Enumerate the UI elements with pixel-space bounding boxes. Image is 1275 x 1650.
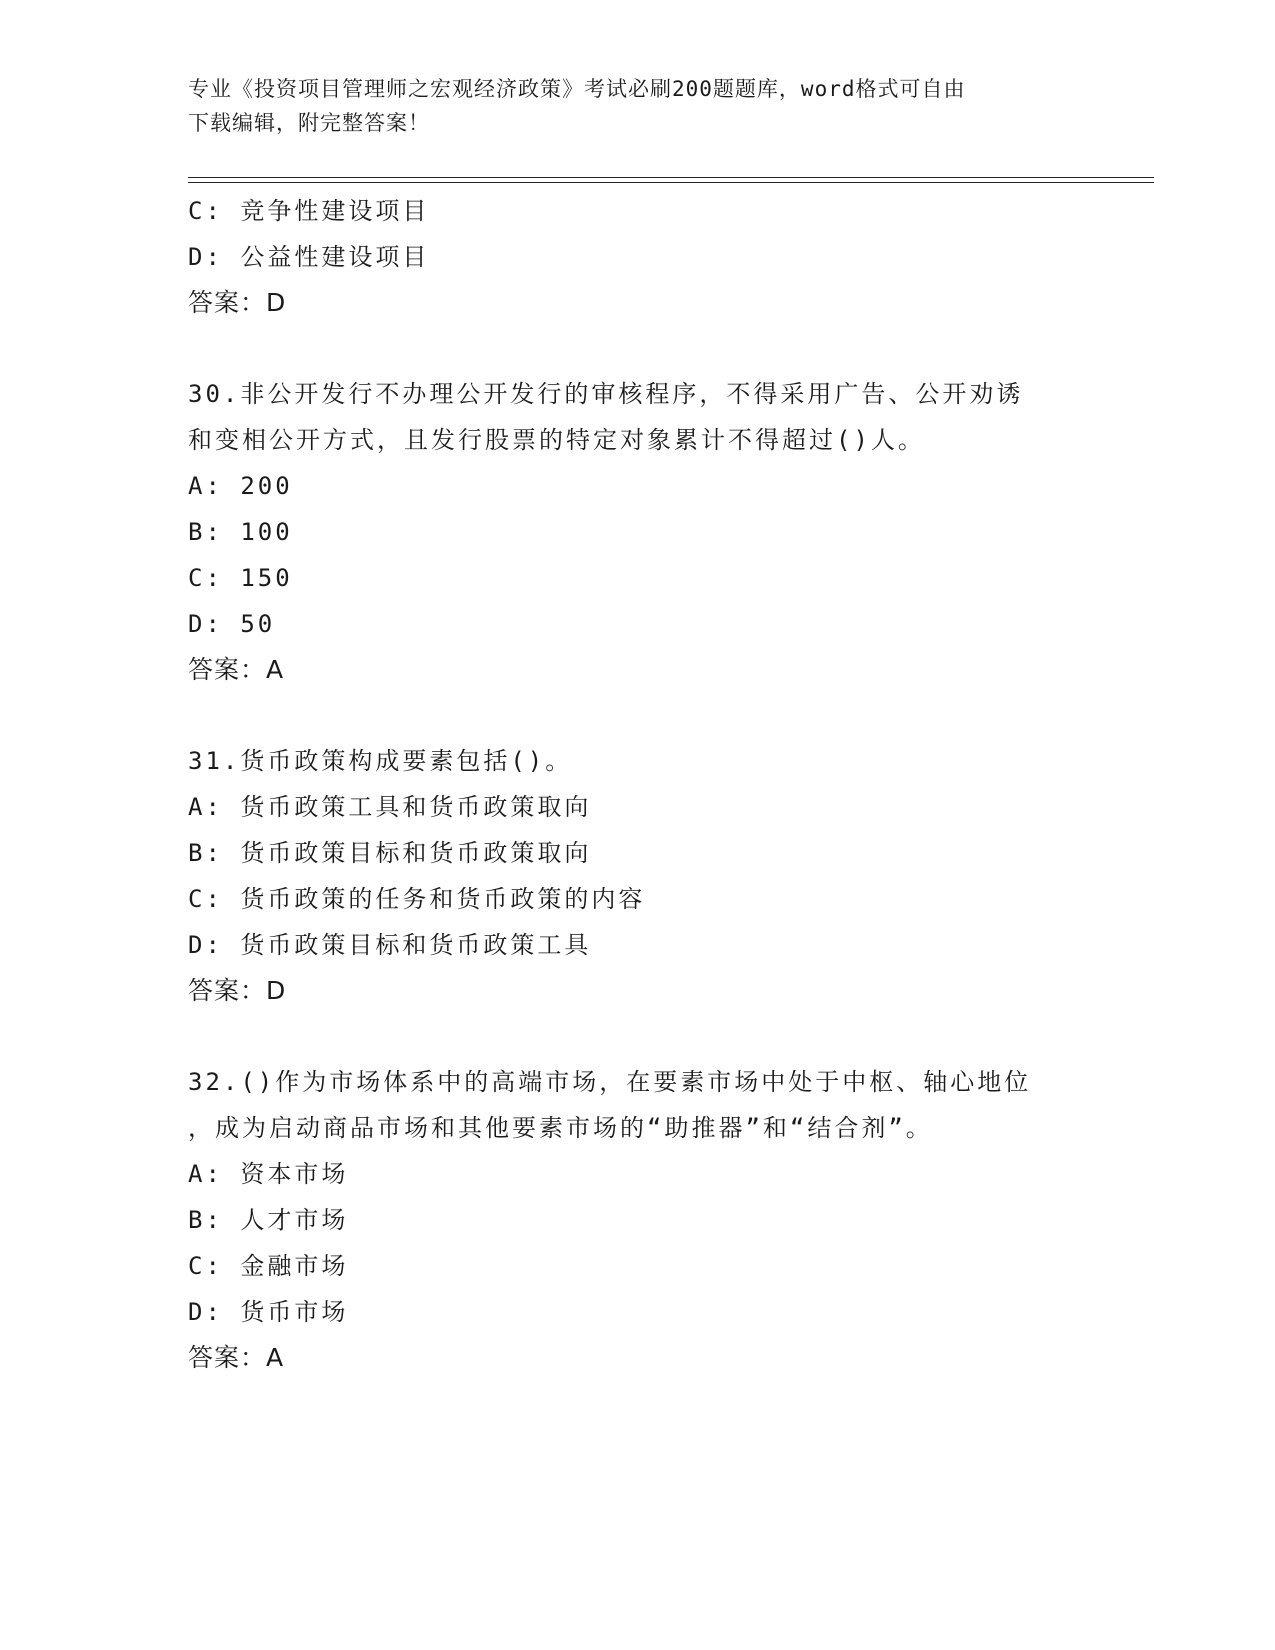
- answer-line: 答案：D: [188, 288, 287, 317]
- question-stem-line: 和变相公开方式，且发行股票的特定对象累计不得超过()人。: [188, 426, 925, 454]
- option-a: A: 资本市场: [188, 1160, 349, 1188]
- question-stem-line: 31.货币政策构成要素包括()。: [188, 747, 573, 775]
- option-a: A: 200: [188, 472, 293, 500]
- question-content: [188, 188, 1088, 1381]
- option-c: C: 竞争性建设项目: [188, 197, 430, 225]
- header-divider-top: [188, 177, 1154, 178]
- option-a: A: 货币政策工具和货币政策取向: [188, 793, 592, 821]
- question-31: [188, 738, 1088, 1014]
- header-line-1: 专业《投资项目管理师之宏观经济政策》考试必刷200题题库，word格式可自由: [188, 77, 966, 101]
- answer-line: 答案：A: [188, 1343, 285, 1372]
- answer-line: 答案：D: [188, 976, 287, 1005]
- option-c: C: 货币政策的任务和货币政策的内容: [188, 885, 646, 913]
- answer-line: 答案：A: [188, 655, 285, 684]
- option-c: C: 金融市场: [188, 1252, 349, 1280]
- option-d: D: 货币市场: [188, 1298, 349, 1326]
- question-stem-line: 32.()作为市场体系中的高端市场，在要素市场中处于中枢、轴心地位: [188, 1068, 1032, 1096]
- option-b: B: 人才市场: [188, 1206, 349, 1234]
- option-d: D: 货币政策目标和货币政策工具: [188, 931, 592, 959]
- option-c: C: 150: [188, 564, 293, 592]
- header-divider-bottom: [188, 182, 1154, 183]
- option-d: D: 公益性建设项目: [188, 243, 430, 271]
- option-b: B: 100: [188, 518, 293, 546]
- question-32: [188, 1059, 1088, 1381]
- header-line-2: 下载编辑，附完整答案！: [188, 111, 430, 135]
- question-30: [188, 371, 1088, 693]
- question-29-continued: [188, 188, 1088, 326]
- option-d: D: 50: [188, 610, 276, 638]
- question-stem-line: ，成为启动商品市场和其他要素市场的“助推器”和“结合剂”。: [188, 1114, 933, 1142]
- option-b: B: 货币政策目标和货币政策取向: [188, 839, 592, 867]
- document-header: [188, 72, 1068, 140]
- question-stem-line: 30.非公开发行不办理公开发行的审核程序，不得采用广告、公开劝诱: [188, 380, 1024, 408]
